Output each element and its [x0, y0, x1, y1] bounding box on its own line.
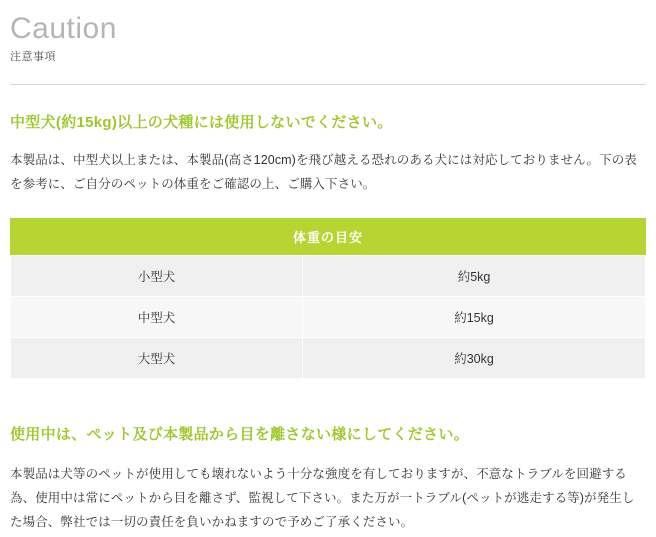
- table-cell-dog-size: 小型犬: [11, 256, 303, 297]
- page-title: Caution: [10, 12, 117, 45]
- table-row: [11, 338, 646, 379]
- section-heading-size-warning: 中型犬(約15kg)以上の犬種には使用しないでください。: [10, 114, 393, 131]
- table-cell-dog-size: 中型犬: [11, 297, 303, 338]
- page-header: [10, 0, 646, 70]
- header-divider: [10, 84, 646, 85]
- section-heading-supervision: 使用中は、ペット及び本製品から目を離さない様にしてください。: [10, 426, 470, 443]
- table-cell-weight: 約30kg: [303, 338, 646, 379]
- table-cell-dog-size: 大型犬: [11, 338, 303, 379]
- section-body-size-warning: 本製品は、中型犬以上または、本製品(高さ120cm)を飛び越える恐れのある犬には対応しておりません。下の表を参考に、ご自分のペットの体重をご確認の上、ご購入下さい。: [10, 153, 637, 191]
- section-body-supervision: 本製品は犬等のペットが使用しても壊れないよう十分な強度を有しておりますが、不意なトラブルを回避する為、使用中は常にペットから目を離さず、監視して下さい。また万が一トラブル(ペットが逃走する等)が発生した場合、弊社では一切の責任を負いかねますので予めご了承ください。: [10, 467, 635, 529]
- weight-guide-table-caption: 体重の目安: [10, 218, 646, 255]
- page-subtitle: 注意事項: [10, 51, 56, 63]
- table-cell-weight: 約5kg: [303, 256, 646, 297]
- table-row: [11, 256, 646, 297]
- table-row: [11, 297, 646, 338]
- weight-guide-table: [10, 218, 646, 379]
- table-cell-weight: 約15kg: [303, 297, 646, 338]
- section-size-warning: [10, 111, 646, 379]
- section-supervision-warning: [10, 423, 646, 534]
